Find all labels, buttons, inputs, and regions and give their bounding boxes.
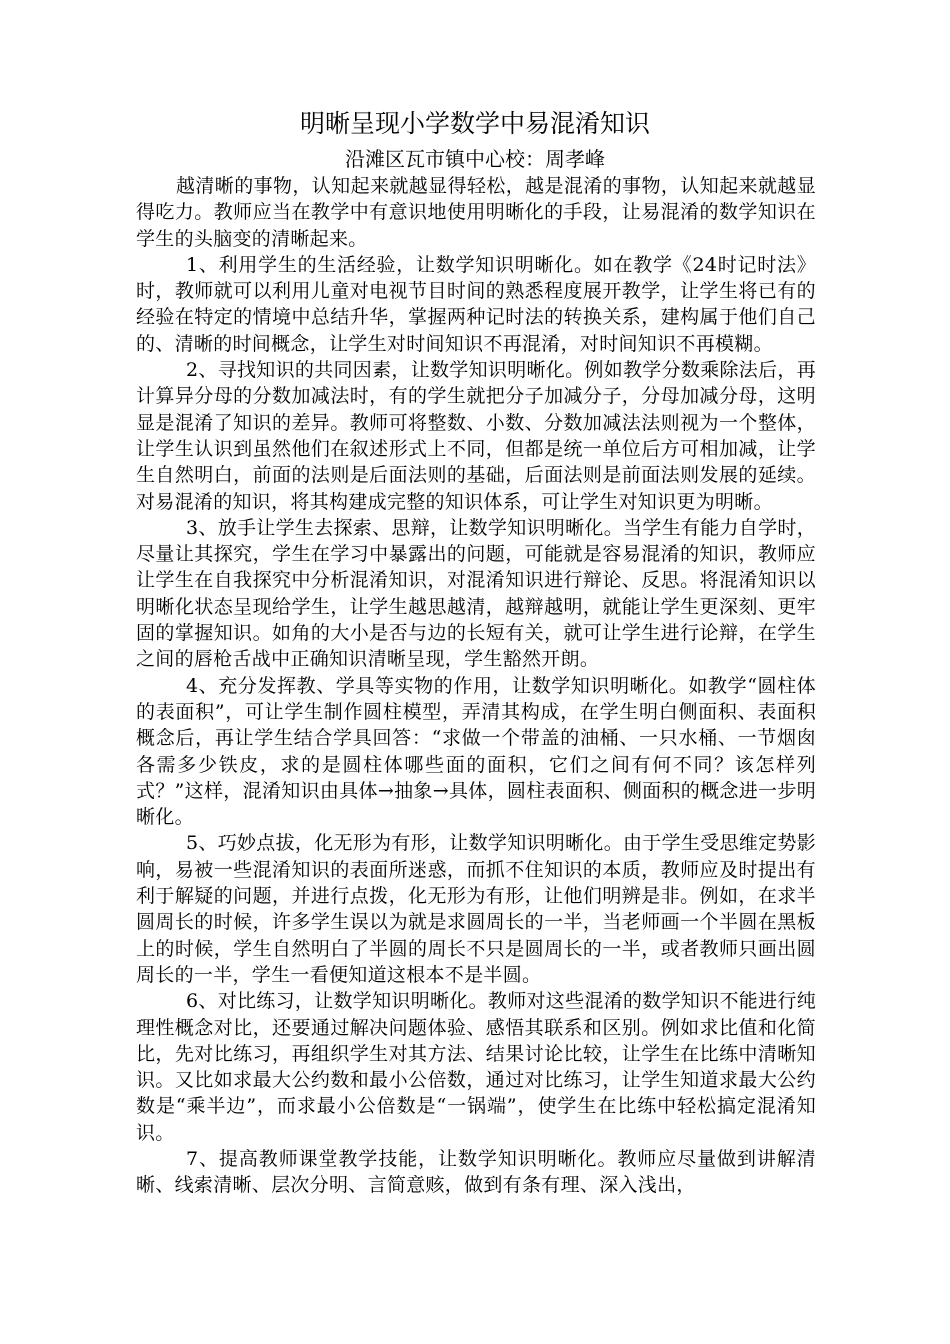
paragraph-point-3: 3、放手让学生去探索、思辩，让数学知识明晰化。当学生有能力自学时，尽量让其探究，学生在学习中暴露出的问题，可能就是容易混淆的知识，教师应让学生在自我探究中分析混淆知识，对混淆知识进行辩论、反思。将混淆知识以明晰化状态呈现给学生，让学生越思越清，越辩越明，就能让学生更深刻、更牢固的掌握知识。如角的大小是否与边的长短有关，就可让学生进行论辩，在学生之间的唇枪舌战中正确知识清晰呈现，学生豁然开朗。 bbox=[136, 516, 816, 671]
paragraph-point-1: 1、利用学生的生活经验，让数学知识明晰化。如在教学《24时记时法》时，教师就可以利用儿童对电视节目时间的熟悉程度展开教学，让学生将已有的经验在特定的情境中总结升华，掌握两种记时法的转换关系，建构属于他们自己的、清晰的时间概念，让学生对时间知识不再混淆，对时间知识不再模糊。 bbox=[136, 253, 816, 355]
document-title: 明晰呈现小学数学中易混淆知识 bbox=[299, 109, 650, 138]
paragraph-point-7: 7、提高教师课堂教学技能，让数学知识明晰化。教师应尽量做到讲解清晰、线索清晰、层次分明、言简意赅，做到有条有理、深入浅出， bbox=[136, 1147, 816, 1197]
paragraph-point-6: 6、对比练习，让数学知识明晰化。教师对这些混淆的数学知识不能进行纯理性概念对比，还要通过解决问题体验、感悟其联系和区别。例如求比值和化简比，先对比练习，再组织学生对其方法、结果讨论比较，让学生在比练中清晰知识。又比如求最大公约数和最小公倍数，通过对比练习，让学生知道求最大公约数是“乘半边”，而求最小公倍数是“一锅端”，使学生在比练中轻松搞定混淆知识。 bbox=[136, 990, 816, 1144]
paragraph-point-2: 2、寻找知识的共同因素，让数学知识明晰化。例如教学分数乘除法后，再计算异分母的分数加减法时，有的学生就把分子加减分子，分母加减分母，这明显是混淆了知识的差异。教师可将整数、小数、分数加减法法则视为一个整体，让学生认识到虽然他们在叙述形式上不同，但都是统一单位后方可相加减，让学生自然明白，前面的法则是后面法则的基础，后面法则是前面法则发展的延续。对易混淆的知识，将其构建成完整的知识体系，可让学生对知识更为明晰。 bbox=[136, 359, 816, 513]
paragraph-intro: 越清晰的事物，认知起来就越显得轻松，越是混淆的事物，认知起来就越显得吃力。教师应当在教学中有意识地使用明晰化的手段，让易混淆的数学知识在学生的头脑变的清晰起来。 bbox=[136, 175, 816, 250]
document-body bbox=[136, 173, 816, 1199]
paragraph-point-4: 4、充分发挥教、学具等实物的作用，让数学知识明晰化。如教学“圆柱体的表面积”，可让学生制作圆柱模型，弄清其构成，在学生明白侧面积、表面积概念后，再让学生结合学具回答：“求做一个带盖的油桶、一只水桶、一节烟囱各需多少铁皮，求的是圆柱体哪些面的面积，它们之间有何不同？该怎样列式？”这样，混淆知识由具体→抽象→具体，圆柱表面积、侧面积的概念进一步明晰化。 bbox=[136, 674, 816, 829]
document-author: 沿滩区瓦市镇中心校：周孝峰 bbox=[345, 147, 605, 171]
paragraph-point-5: 5、巧妙点拔，化无形为有形，让数学知识明晰化。由于学生受思维定势影响，易被一些混淆知识的表面所迷惑，而抓不住知识的本质，教师应及时提出有利于解疑的问题，并进行点拨，化无形为有形，让他们明辨是非。例如，在求半圆周长的时候，许多学生误以为就是求圆周长的一半，当老师画一个半圆在黑板上的时候，学生自然明白了半圆的周长不只是圆周长的一半，或者教师只画出圆周长的一半，学生一看便知道这根本不是半圆。 bbox=[136, 832, 816, 986]
